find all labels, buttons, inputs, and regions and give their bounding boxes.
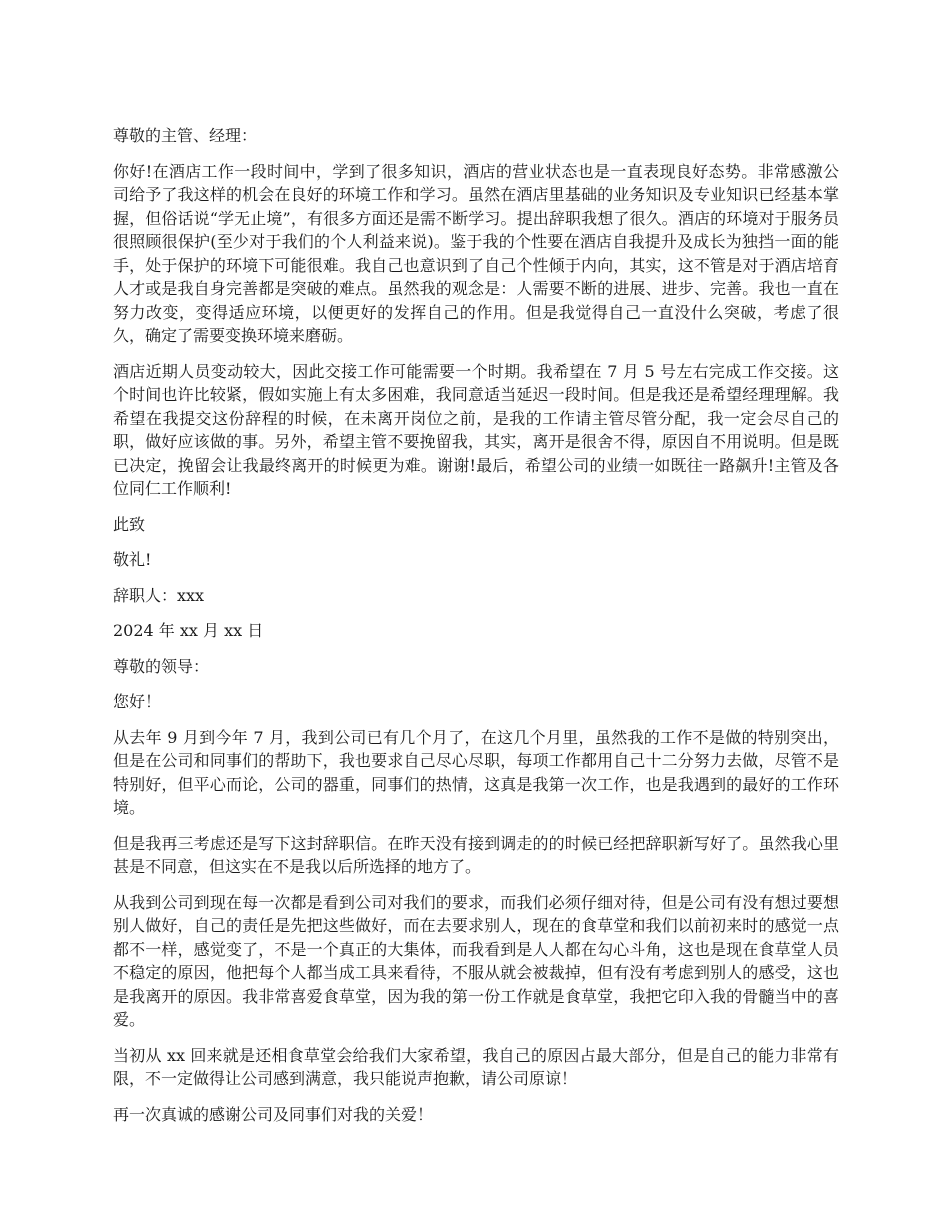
- document-page: [113, 124, 839, 1138]
- letter2-paragraph-2: 但是我再三考虑还是写下这封辞职信。在昨天没有接到调走的的时候已经把辞职新写好了。虽然我心里甚是不同意，但这实在不是我以后所选择的地方了。: [113, 833, 839, 876]
- letter2-paragraph-5: 再一次真诚的感谢公司及同事们对我的关爱！: [113, 1104, 434, 1124]
- letter2-paragraph-1: 从去年 9 月到今年 7 月，我到公司已有几个月了，在这几个月里，虽然我的工作不是做的特别突出，但是在公司和同事们的帮助下，我也要求自己尽心尽职，每项工作都用自己十二分努力去做，尽管不是特别好，但平心而论，公司的器重，同事们的热情，这真是我第一次工作，也是我遇到的最好的工作环境。: [113, 727, 839, 817]
- letter1-salutation: 尊敬的主管、经理：: [113, 126, 258, 145]
- letter1-closing-2: 敬礼!: [113, 550, 152, 569]
- letter2-salutation: 尊敬的领导：: [113, 656, 210, 676]
- letter2-paragraph-4: 当初从 xx 回来就是还相食草堂会给我们大家希望，我自己的原因占最大部分，但是自己的能力非常有限，不一定做得让公司感到满意，我只能说声抱歉，请公司原谅！: [113, 1045, 839, 1088]
- letter1-signature: 辞职人：xxx: [113, 585, 205, 605]
- letter1-closing-1: 此致: [113, 514, 146, 534]
- letter1-paragraph-1: 你好!在酒店工作一段时间中，学到了很多知识，酒店的营业状态也是一直表现良好态势。非常感激公司给予了我这样的机会在良好的环境工作和学习。虽然在酒店里基础的业务知识及专业知识已经基本掌握，但俗话说“学无止境”，有很多方面还是需不断学习。提出辞职我想了很久。酒店的环境对于服务员很照顾很保护(至少对于我们的个人利益来说)。鉴于我的个性要在酒店自我提升及成长为独挡一面的能手，处于保护的环境下可能很难。我自己也意识到了自己个性倾于内向，其实，这不管是对于酒店培育人才或是我自身完善都是突破的难点。虽然我的观念是：人需要不断的进展、进步、完善。我也一直在努力改变，变得适应环境，以便更好的发挥自己的作用。但是我觉得自己一直没什么突破，考虑了很久，确定了需要变换环境来磨砺。: [113, 161, 839, 345]
- letter1-paragraph-2: 酒店近期人员变动较大，因此交接工作可能需要一个时期。我希望在 7 月 5 号左右完成工作交接。这个时间也许比较紧，假如实施上有太多困难，我同意适当延迟一段时间。但是我还是希望经理理解。我希望在我提交这份辞程的时候，在未离开岗位之前，是我的工作请主管尽管分配，我一定会尽自己的职，做好应该做的事。另外，希望主管不要挽留我，其实，离开是很舍不得，原因自不用说明。但是既已决定，挽留会让我最终离开的时候更为难。谢谢!最后，希望公司的业绩一如既往一路飙升!主管及各位同仁工作顺利!: [113, 361, 839, 498]
- letter2-paragraph-3: 从我到公司到现在每一次都是看到公司对我们的要求，而我们必须仔细对待，但是公司有没有想过要想别人做好，自己的责任是先把这些做好，而在去要求别人，现在的食草堂和我们以前初来时的感觉一点都不一样，感觉变了，不是一个真正的大集体，而我看到是人人都在勾心斗角，这也是现在食草堂人员不稳定的原因，他把每个人都当成工具来看待，不服从就会被裁掉，但有没有考虑到别人的感受，这也是我离开的原因。我非常喜爱食草堂，因为我的第一份工作就是食草堂，我把它印入我的骨髓当中的喜爱。: [113, 892, 839, 1029]
- letter1-date: 2024 年 xx 月 xx 日: [113, 621, 264, 640]
- letter2-greeting: 您好！: [113, 692, 162, 711]
